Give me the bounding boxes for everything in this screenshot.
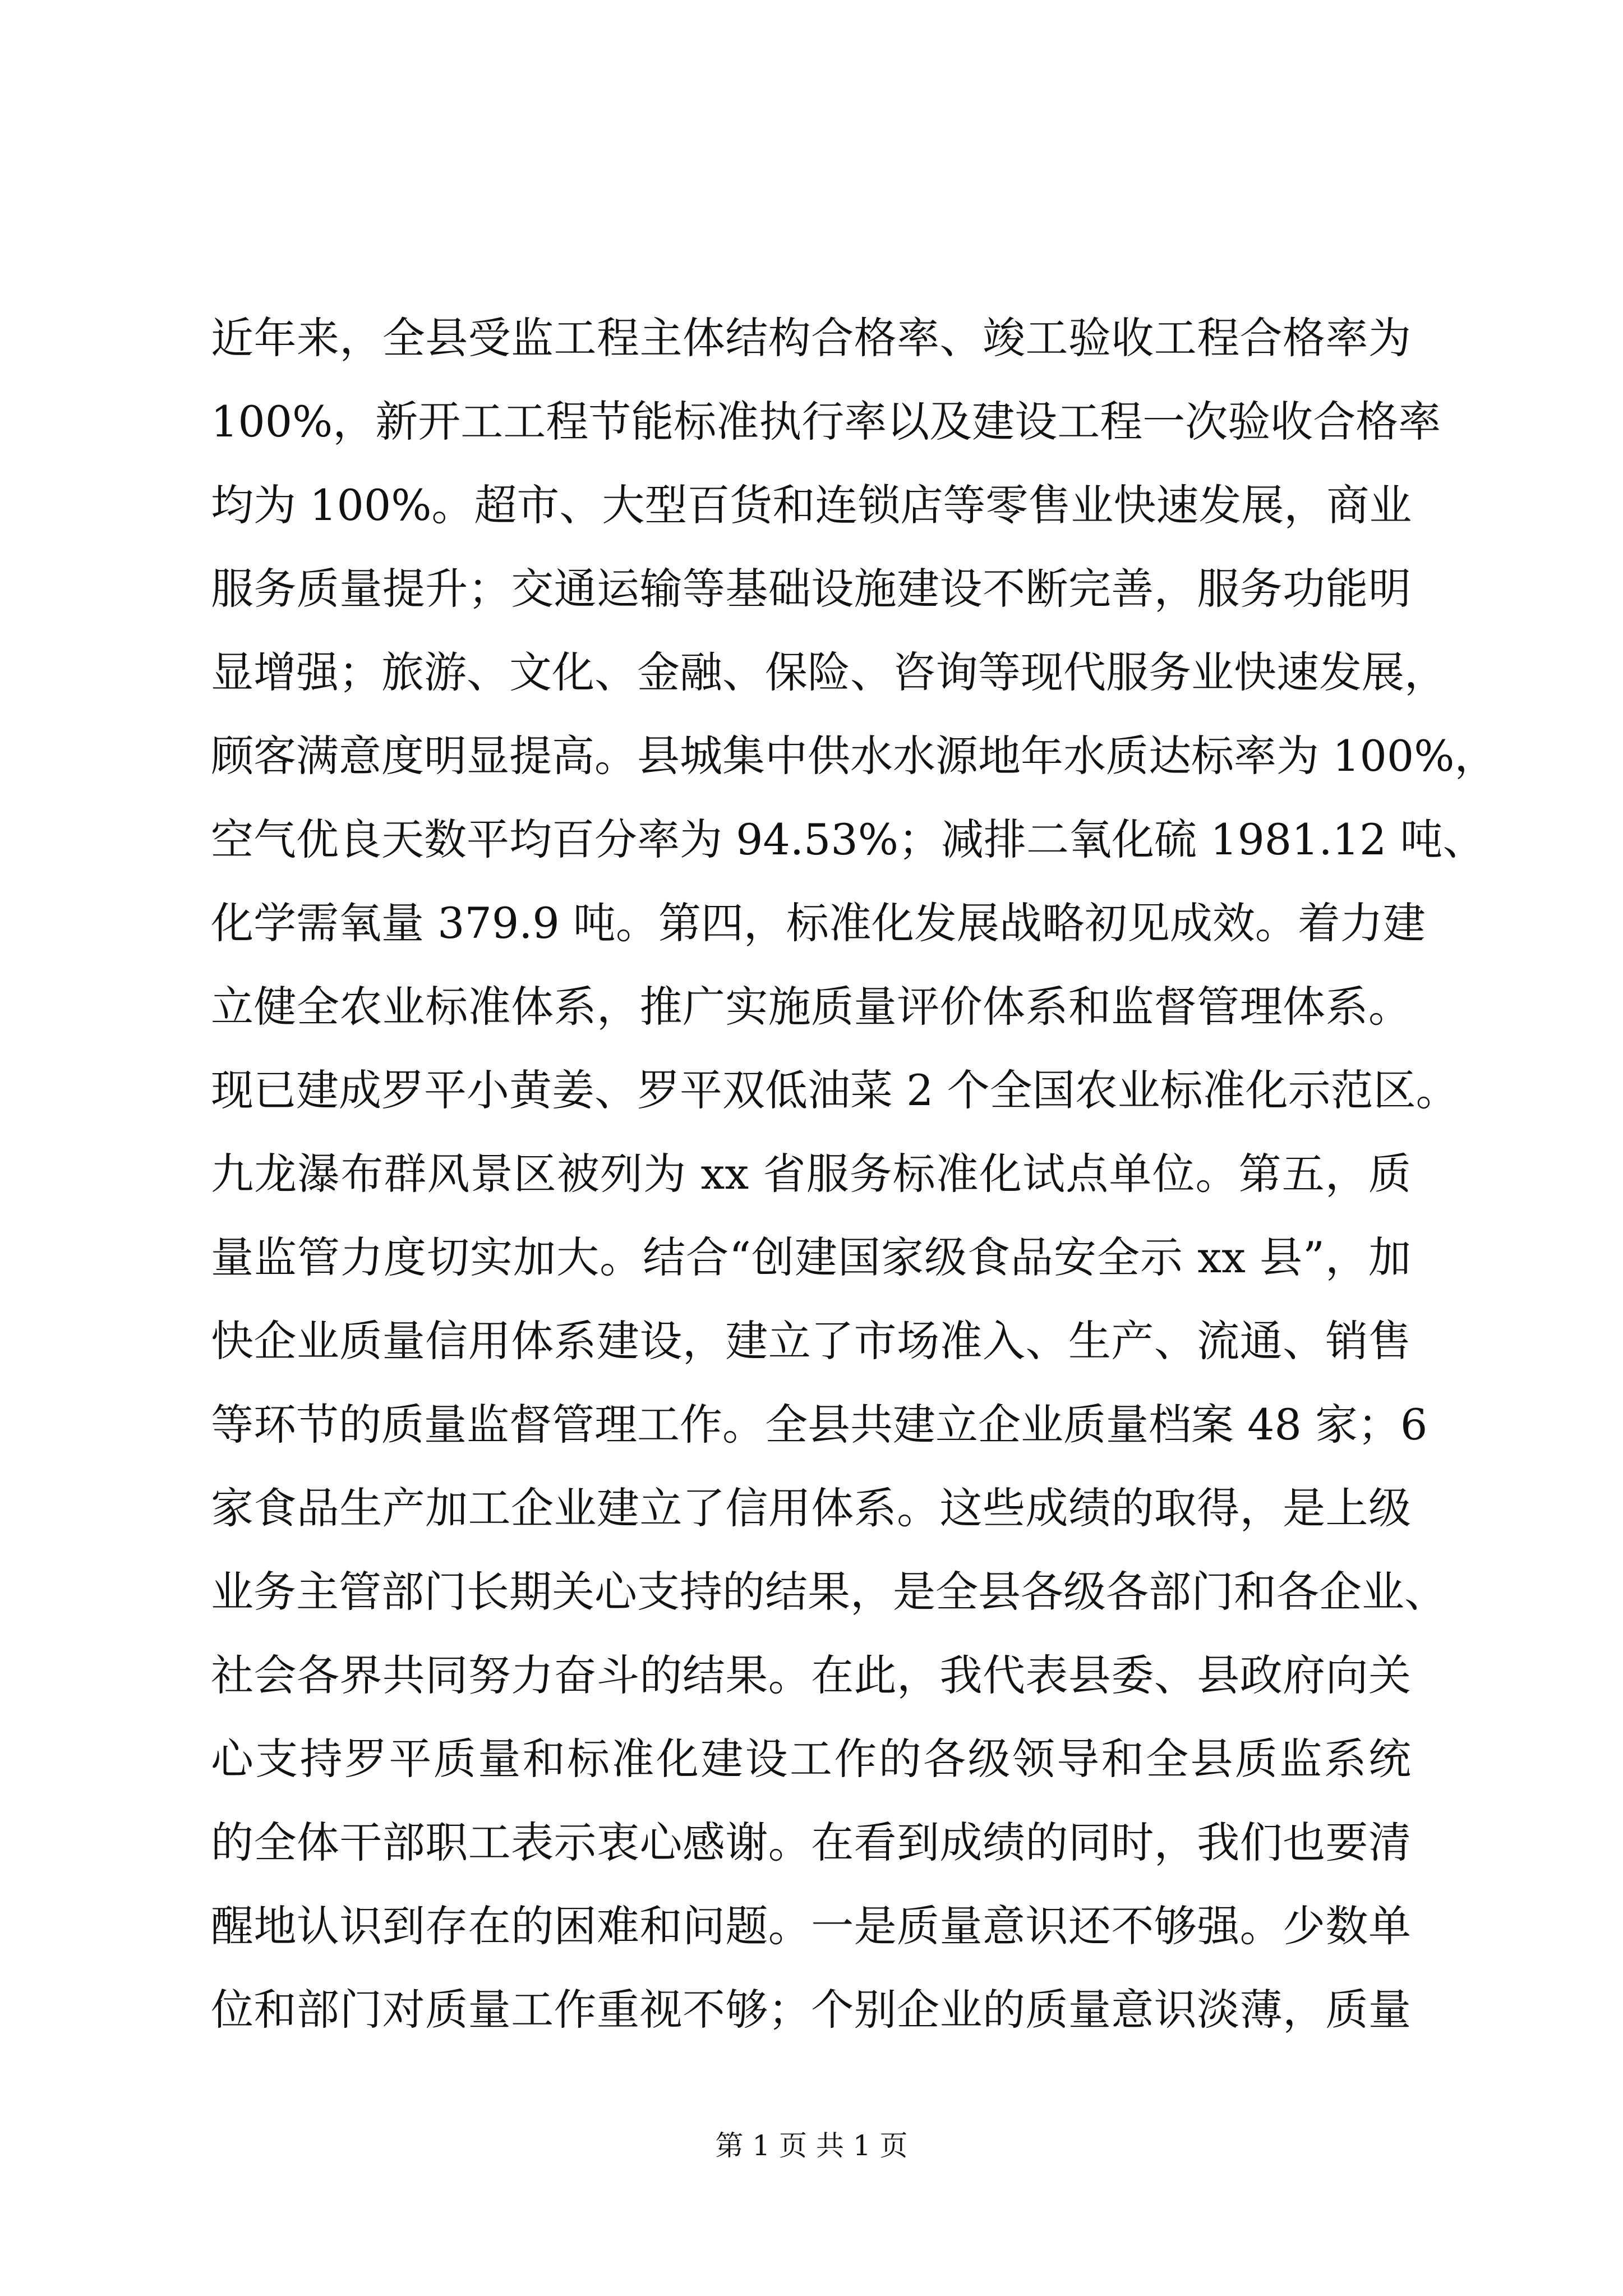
text-line: 近年来，全县受监工程主体结构合格率、竣工验收工程合格率为 [211, 313, 1411, 363]
text-line: 服务质量提升；交通运输等基础设施建设不断完善，服务功能明 [211, 564, 1411, 614]
text-line: 的全体干部职工表示衷心感谢。在看到成绩的同时，我们也要清 [211, 1818, 1411, 1867]
text-line: 立健全农业标准体系，推广实施质量评价体系和监督管理体系。 [211, 982, 1411, 1032]
text-line: 空气优良天数平均百分率为 94.53%；减排二氧化硫 1981.12 吨、 [211, 815, 1486, 864]
text-line: 快企业质量信用体系建设，建立了市场准入、生产、流通、销售 [211, 1316, 1411, 1366]
text-line: 顾客满意度明显提高。县城集中供水水源地年水质达标率为 100%， [211, 731, 1497, 781]
text-line: 社会各界共同努力奋斗的结果。在此，我代表县委、县政府向关 [211, 1650, 1411, 1700]
text-line: 九龙瀑布群风景区被列为 xx 省服务标准化试点单位。第五，质 [211, 1149, 1411, 1199]
text-line: 显增强；旅游、文化、金融、保险、咨询等现代服务业快速发展， [211, 647, 1447, 697]
text-line: 均为 100%。超市、大型百货和连锁店等零售业快速发展，商业 [211, 480, 1412, 530]
text-line: 100%，新开工工程节能标准执行率以及建设工程一次验收合格率 [211, 397, 1441, 447]
text-line: 家食品生产加工企业建立了信用体系。这些成绩的取得，是上级 [211, 1483, 1411, 1533]
text-line: 量监管力度切实加大。结合“创建国家级食品安全示 xx 县”，加 [211, 1232, 1411, 1282]
page-footer: 第 1 页 共 1 页 [715, 2129, 908, 2162]
text-line: 等环节的质量监督管理工作。全县共建立企业质量档案 48 家；6 [211, 1400, 1428, 1450]
text-line: 位和部门对质量工作重视不够；个别企业的质量意识淡薄，质量 [211, 1985, 1411, 2035]
text-line: 现已建成罗平小黄姜、罗平双低油菜 2 个全国农业标准化示范区。 [211, 1065, 1459, 1115]
text-line: 化学需氧量 379.9 吨。第四，标准化发展战略初见成效。着力建 [211, 898, 1426, 948]
text-line: 业务主管部门长期关心支持的结果，是全县各级各部门和各企业、 [211, 1567, 1447, 1617]
text-line: 醒地认识到存在的困难和问题。一是质量意识还不够强。少数单 [211, 1901, 1411, 1951]
text-line: 心支持罗平质量和标准化建设工作的各级领导和全县质监系统 [211, 1734, 1411, 1784]
body-text [211, 296, 1497, 2051]
